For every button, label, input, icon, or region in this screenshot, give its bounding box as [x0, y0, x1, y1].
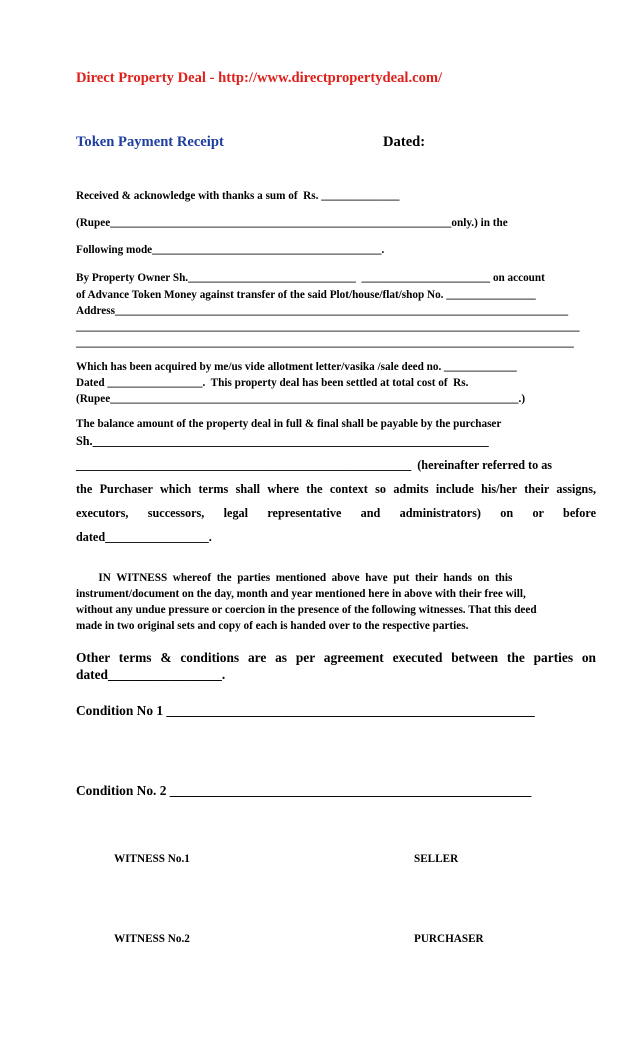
rupee-line: (Rupee_____________________________________________________________only.) in the [76, 217, 508, 229]
witness-paragraph-line-2: instrument/document on the day, month and year mentioned here in above with their free will, [76, 588, 526, 600]
witness-paragraph-line-1: IN WITNESS whereof the parties mentioned above have put their hands on this [76, 572, 513, 584]
address-line: Address_________________________________________________________________________________ [76, 305, 569, 317]
dated-label: Dated: [383, 134, 426, 150]
witness-1-label: WITNESS No.1 [114, 853, 190, 865]
receipt-title: Token Payment Receipt [76, 134, 224, 150]
executors-line: executors, successors, legal representative and administrators) on or before [76, 506, 596, 520]
purchaser-terms-line: the Purchaser which terms shall where the context so admits include his/her their assigns, [76, 482, 596, 496]
hereinafter-line: _______________________________________________________ (hereinafter referred to as [76, 458, 553, 472]
blank-line-2: _________________________________________________________________________________________ [76, 337, 574, 349]
advance-line: of Advance Token Money against transfer of the said Plot/house/flat/shop No. ________________ [76, 289, 536, 301]
witness-paragraph-line-3: without any undue pressure or coercion in the presence of the following witnesses. That this deed [76, 604, 537, 616]
seller-label: SELLER [414, 853, 459, 865]
blank-line-1: __________________________________________________________________________________________ [76, 321, 580, 333]
sh-line: Sh._________________________________________________________________ [76, 434, 489, 448]
balance-line: The balance amount of the property deal in full & final shall be payable by the purchaser [76, 418, 502, 430]
condition-1: Condition No 1 _______________________________________________________ [76, 703, 535, 718]
mode-line: Following mode_________________________________________. [76, 244, 385, 256]
terms-line-2: dated_________________. [76, 667, 226, 682]
received-line: Received & acknowledge with thanks a sum of Rs. ______________ [76, 190, 400, 202]
condition-2: Condition No. 2 ______________________________________________________ [76, 783, 532, 798]
rupee-line-2: (Rupee_________________________________________________________________________.) [76, 393, 526, 405]
dated-total-line: Dated _________________. This property deal has been settled at total cost of Rs. [76, 377, 469, 389]
purchaser-label: PURCHASER [414, 933, 484, 945]
site-title: Direct Property Deal - http://www.directpropertydeal.com/ [76, 70, 443, 86]
acquired-line: Which has been acquired by me/us vide allotment letter/vasika /sale deed no. _____________ [76, 361, 517, 373]
witness-2-label: WITNESS No.2 [114, 933, 190, 945]
owner-line: By Property Owner Sh.______________________________ _______________________ on account [76, 272, 545, 284]
dated-blank-line: dated_________________. [76, 530, 212, 544]
witness-paragraph-line-4: made in two original sets and copy of each is handed over to the respective parties. [76, 620, 469, 632]
terms-line-1: Other terms & conditions are as per agreement executed between the parties on [76, 650, 596, 665]
